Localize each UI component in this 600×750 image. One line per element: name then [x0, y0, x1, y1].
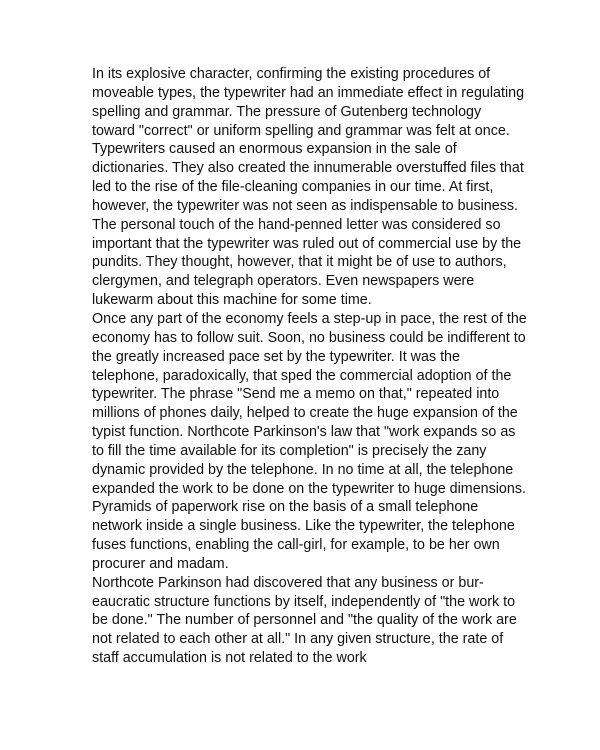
text-line: pundits. They thought, however, that it might be of use to authors,	[92, 254, 507, 271]
text-line: millions of phones daily, helped to create the huge expansion of the	[92, 405, 518, 422]
text-line: economy has to follow suit. Soon, no business could be indifferent to	[92, 329, 526, 346]
text-line: toward "correct" or uniform spelling and grammar was felt at once.	[92, 122, 510, 139]
text-line: led to the rise of the file-cleaning companies in our time. At first,	[92, 179, 494, 196]
text-line: In its explosive character, confirming the existing procedures of	[92, 66, 491, 82]
text-line: be done." The number of personnel and "the quality of the work are	[92, 612, 517, 629]
text-line: not related to each other at all." In any given structure, the rate of	[92, 631, 504, 648]
text-line: spelling and grammar. The pressure of Gutenberg technology	[92, 103, 482, 120]
text-line: however, the typewriter was not seen as indispensable to business.	[92, 197, 518, 214]
text-line: clergymen, and telegraph operators. Even newspapers were	[92, 273, 475, 290]
text-line: to fill the time available for its completion" is precisely the zany	[92, 442, 487, 459]
text-line: The personal touch of the hand-penned letter was considered so	[92, 216, 501, 233]
text-line: expanded the work to be done on the typewriter to huge dimensions.	[92, 480, 526, 497]
text-line: the greatly increased pace set by the typewriter. It was the	[92, 348, 460, 365]
text-line: eaucratic structure functions by itself, independently of "the work to	[92, 593, 516, 610]
text-line: Northcote Parkinson had discovered that any business or bur-	[92, 574, 484, 591]
text-line: typewriter. The phrase "Send me a memo on that," repeated into	[92, 386, 500, 403]
text-line: dictionaries. They also created the innumerable overstuffed files that	[92, 160, 524, 177]
text-line: typist function. Northcote Parkinson's law that "work expands so as	[92, 424, 516, 441]
text-line: staff accumulation is not related to the work	[92, 650, 367, 667]
text-line: procurer and madam.	[92, 555, 229, 572]
text-line: fuses functions, enabling the call-girl, for example, to be her own	[92, 537, 500, 554]
text-line: network inside a single business. Like the typewriter, the telephone	[92, 518, 515, 535]
text-line: Typewriters caused an enormous expansion in the sale of	[92, 141, 457, 158]
body-text	[92, 65, 527, 668]
text-line: lukewarm about this machine for some time.	[92, 292, 372, 309]
text-line: dynamic provided by the telephone. In no time at all, the telephone	[92, 461, 514, 478]
text-line: telephone, paradoxically, that sped the commercial adoption of the	[92, 367, 512, 384]
text-line: Once any part of the economy feels a step-up in pace, the rest of the	[92, 310, 527, 327]
text-line: moveable types, the typewriter had an immediate effect in regulating	[92, 84, 525, 101]
text-line: important that the typewriter was ruled out of commercial use by the	[92, 235, 522, 252]
text-line: Pyramids of paperwork rise on the basis of a small telephone	[92, 499, 479, 516]
